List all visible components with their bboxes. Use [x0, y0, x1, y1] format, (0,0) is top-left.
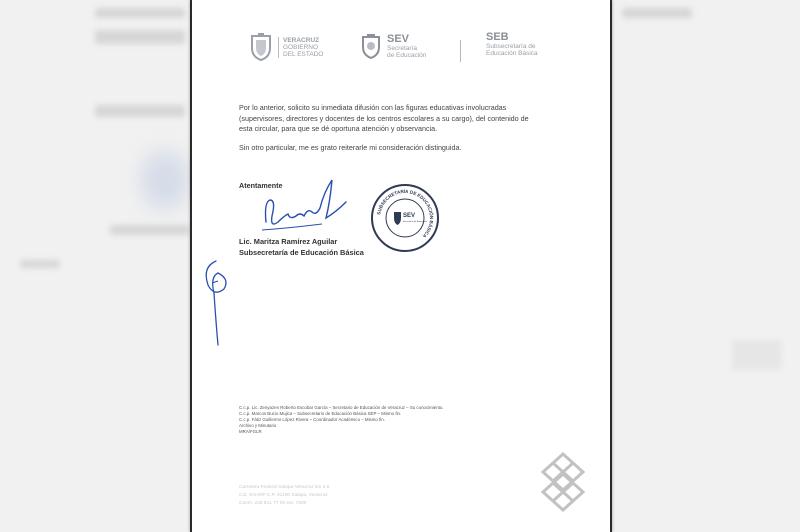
blurred-text-line — [95, 105, 185, 117]
address-footer — [239, 484, 329, 508]
logo-text: VERACRUZ — [283, 36, 320, 44]
header-divider — [460, 40, 461, 62]
logo-abbr: SEV — [387, 32, 410, 45]
seal-subtitle: Secretaría de Educación — [403, 221, 427, 223]
sev-logo — [360, 32, 426, 60]
body-paragraph: Sin otro particular, me es grato reiterarle mi consideración distinguida. — [239, 143, 462, 152]
blurred-text-line — [20, 260, 60, 268]
decorative-knot-pattern — [539, 452, 587, 514]
copy-list — [239, 405, 499, 435]
sev-shield-icon — [360, 32, 382, 60]
seal-abbr: SEV — [403, 213, 416, 219]
copy-line: Archivo y Minutario — [239, 423, 277, 428]
signer-title: Subsecretaría de Educación Básica — [239, 248, 364, 257]
blurred-pattern — [732, 340, 782, 370]
copy-line: MRA/FGLR — [239, 429, 262, 434]
logo-text: Educación Básica — [486, 50, 538, 57]
footer-line: Carretera Federal Xalapa-Veracruz km 4.5 — [239, 485, 330, 490]
letterhead — [248, 32, 554, 72]
body-paragraph: Por lo anterior, solicito su inmediata difusión con las figuras educativas involucradas (supervisores, directores y docentes de los centros escolares a su cargo), del contenido de esta circular, para que se dé oportuna atención y observancia. — [239, 103, 529, 133]
footer-line: Conm. 228 841 77 00 ext. 7509 — [239, 501, 307, 506]
logo-text: de Educación — [387, 51, 427, 59]
state-shield-icon — [248, 32, 274, 62]
seb-logo — [486, 32, 538, 57]
logo-text: DEL ESTADO — [283, 50, 324, 58]
document-page — [190, 0, 612, 532]
logo-abbr: SEB — [486, 31, 509, 43]
logo-text: Subsecretaría de — [486, 43, 536, 50]
veracruz-logo — [248, 32, 323, 62]
blurred-logo-strip — [622, 8, 692, 18]
copy-line: C.c.p. Fátiz Guillermo López Rivera – Coordinador Académico – Mismo fin. — [239, 417, 385, 422]
footer-line: Col. SAHOP C.P. 91190 Xalapa, Veracruz — [239, 493, 328, 498]
blurred-signature — [140, 150, 190, 210]
signer-name: Lic. Maritza Ramírez Aguilar — [239, 237, 338, 246]
blurred-text-line — [110, 225, 190, 235]
blurred-background-left — [0, 0, 190, 532]
seal-ring-text: SUBSECRETARÍA DE EDUCACIÓN BÁSICA — [376, 188, 435, 239]
official-seal — [370, 183, 440, 253]
margin-initials — [196, 253, 238, 348]
copy-line: C.c.p. Marcos Bucio Mujica – Subsecretario de Educación Básica SEP – Mismo fin. — [239, 411, 402, 416]
copy-line: C.c.p. Lic. Zenyazen Roberto Escobar García – Secretario de Educación de Veracruz – Su conocimiento. — [239, 405, 444, 410]
blurred-background-right — [612, 0, 800, 532]
handwritten-signature — [260, 172, 356, 242]
closing-text: Atentamente — [239, 181, 283, 190]
logo-text: Secretaría — [387, 44, 417, 52]
blurred-logo-strip — [95, 8, 185, 18]
blurred-logo-strip — [95, 30, 185, 44]
logo-text: GOBIERNO — [283, 43, 319, 51]
